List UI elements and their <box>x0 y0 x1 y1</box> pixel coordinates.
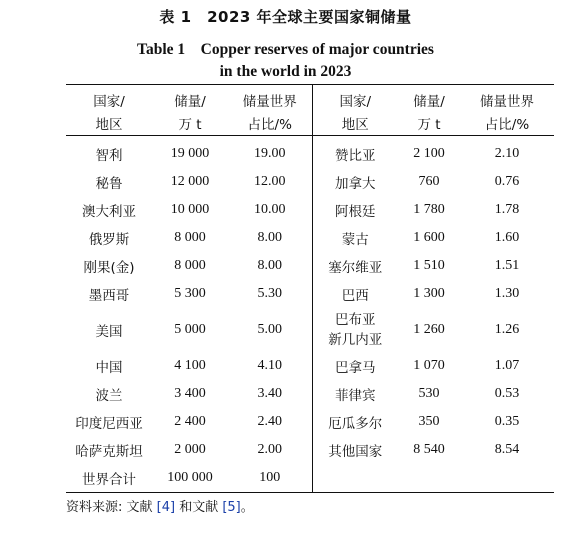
empty-cell <box>460 464 554 493</box>
right-share-cell: 1.26 <box>494 322 520 337</box>
left-share-cell: 3.40 <box>228 380 312 408</box>
right-reserve-cell: 8 540 <box>413 442 445 457</box>
country-name-line2: 新几内亚 <box>328 332 383 348</box>
table-caption-chinese: 表 1 2023 年全球主要国家铜储量 <box>159 8 412 26</box>
header-region-right: 地区 <box>312 111 398 136</box>
left-reserve-cell: 8 000 <box>174 230 206 245</box>
right-country-cell: 菲律宾 <box>335 388 376 404</box>
header-reserve-right: 储量/ <box>398 85 460 112</box>
table-row <box>66 252 554 280</box>
left-reserve-cell: 10 000 <box>170 202 210 217</box>
right-country-cell: 厄瓜多尔 <box>328 416 383 432</box>
left-country-cell: 刚果(金) <box>83 260 135 276</box>
total-label-cell: 世界合计 <box>66 464 152 493</box>
left-share-cell: 2.00 <box>228 436 312 464</box>
left-reserve-cell: 8 000 <box>174 258 206 273</box>
right-reserve-cell: 1 510 <box>413 258 445 273</box>
country-name-line1: 巴布亚 <box>335 312 376 328</box>
left-country-cell: 墨西哥 <box>88 288 130 304</box>
right-reserve-cell: 760 <box>418 174 440 189</box>
header-unit-left: 万 t <box>152 111 228 136</box>
right-reserve-cell: 350 <box>418 414 440 429</box>
left-country-cell: 秘鲁 <box>95 176 123 192</box>
left-share-cell: 5.30 <box>228 280 312 308</box>
header-share-right: 储量世界 <box>460 85 554 112</box>
right-reserve-cell: 2 100 <box>413 146 445 161</box>
table-row <box>66 352 554 380</box>
table-row <box>66 380 554 408</box>
right-country-cell: 蒙古 <box>341 232 369 248</box>
left-country-cell: 智利 <box>95 148 123 164</box>
table-caption-english-line2: in the world in 2023 <box>219 63 352 80</box>
source-middle: 和文献 <box>175 500 223 515</box>
left-country-cell: 中国 <box>95 360 123 376</box>
table-row <box>66 408 554 436</box>
right-country-cell <box>312 308 398 352</box>
reference-link-5[interactable]: [5] <box>222 500 241 515</box>
left-country-cell: 哈萨克斯坦 <box>75 444 143 460</box>
left-reserve-cell: 5 000 <box>174 322 206 337</box>
right-share-cell: 0.53 <box>494 386 520 401</box>
left-country-cell: 波兰 <box>95 388 123 404</box>
right-country-cell: 赞比亚 <box>335 148 376 164</box>
left-share-cell: 19.00 <box>228 136 312 169</box>
empty-cell <box>398 464 460 493</box>
left-country-cell: 澳大利亚 <box>82 204 136 220</box>
left-reserve-cell: 3 400 <box>174 386 206 401</box>
copper-reserves-table <box>66 84 554 493</box>
left-reserve-cell: 2 000 <box>174 442 206 457</box>
header-percent-right: 占比/% <box>460 111 554 136</box>
left-share-cell: 8.00 <box>228 224 312 252</box>
left-share-cell: 12.00 <box>228 168 312 196</box>
right-country-cell: 加拿大 <box>335 176 376 192</box>
right-share-cell: 1.30 <box>494 286 520 301</box>
header-unit-right: 万 t <box>398 111 460 136</box>
total-reserve-cell: 100 000 <box>152 464 228 493</box>
header-share-left: 储量世界 <box>228 85 312 112</box>
left-reserve-cell: 4 100 <box>174 358 206 373</box>
table-row <box>66 224 554 252</box>
source-note <box>66 496 254 515</box>
right-share-cell: 1.51 <box>494 258 520 273</box>
left-share-cell: 5.00 <box>228 308 312 352</box>
table-caption-english-line1: Table 1 Copper reserves of major countries <box>137 41 434 58</box>
right-reserve-cell: 530 <box>418 386 440 401</box>
source-suffix: 。 <box>240 500 254 515</box>
left-share-cell: 2.40 <box>228 408 312 436</box>
left-share-cell: 8.00 <box>228 252 312 280</box>
left-country-cell: 俄罗斯 <box>88 232 130 248</box>
right-share-cell: 1.60 <box>494 230 520 245</box>
left-reserve-cell: 2 400 <box>174 414 206 429</box>
right-country-cell: 其他国家 <box>328 444 383 460</box>
right-reserve-cell: 1 260 <box>413 322 445 337</box>
empty-cell <box>312 464 398 493</box>
table-row-total <box>66 464 554 493</box>
right-reserve-cell: 1 780 <box>413 202 445 217</box>
right-reserve-cell: 1 600 <box>413 230 445 245</box>
table-row <box>66 308 554 352</box>
header-percent-left: 占比/% <box>228 111 312 136</box>
left-reserve-cell: 19 000 <box>170 146 210 161</box>
right-share-cell: 0.76 <box>494 174 520 189</box>
right-country-cell: 阿根廷 <box>335 204 376 220</box>
left-country-cell: 印度尼西亚 <box>75 416 143 432</box>
header-country-left: 国家/ <box>66 85 152 112</box>
header-country-right: 国家/ <box>312 85 398 112</box>
reference-link-4[interactable]: [4] <box>156 500 176 515</box>
header-region-left: 地区 <box>66 111 152 136</box>
table-row <box>66 280 554 308</box>
header-row-2 <box>66 111 554 136</box>
table-row <box>66 136 554 169</box>
right-reserve-cell: 1 300 <box>413 286 445 301</box>
right-share-cell: 1.78 <box>494 202 520 217</box>
left-reserve-cell: 12 000 <box>170 174 210 189</box>
table-row <box>66 168 554 196</box>
left-share-cell: 10.00 <box>228 196 312 224</box>
right-share-cell: 1.07 <box>494 358 520 373</box>
right-share-cell: 2.10 <box>494 146 520 161</box>
table-row <box>66 196 554 224</box>
table-row <box>66 436 554 464</box>
left-country-cell: 美国 <box>95 324 123 340</box>
right-share-cell: 8.54 <box>494 442 520 457</box>
header-row-1 <box>66 85 554 112</box>
source-prefix: 资料来源: 文献 <box>66 500 157 515</box>
right-country-cell: 巴西 <box>341 288 369 304</box>
right-country-cell: 巴拿马 <box>335 360 376 376</box>
left-reserve-cell: 5 300 <box>174 286 206 301</box>
total-share-cell: 100 <box>228 464 312 493</box>
right-reserve-cell: 1 070 <box>413 358 445 373</box>
right-share-cell: 0.35 <box>494 414 520 429</box>
right-country-cell: 塞尔维亚 <box>328 260 383 276</box>
left-share-cell: 4.10 <box>228 352 312 380</box>
header-reserve-left: 储量/ <box>152 85 228 112</box>
